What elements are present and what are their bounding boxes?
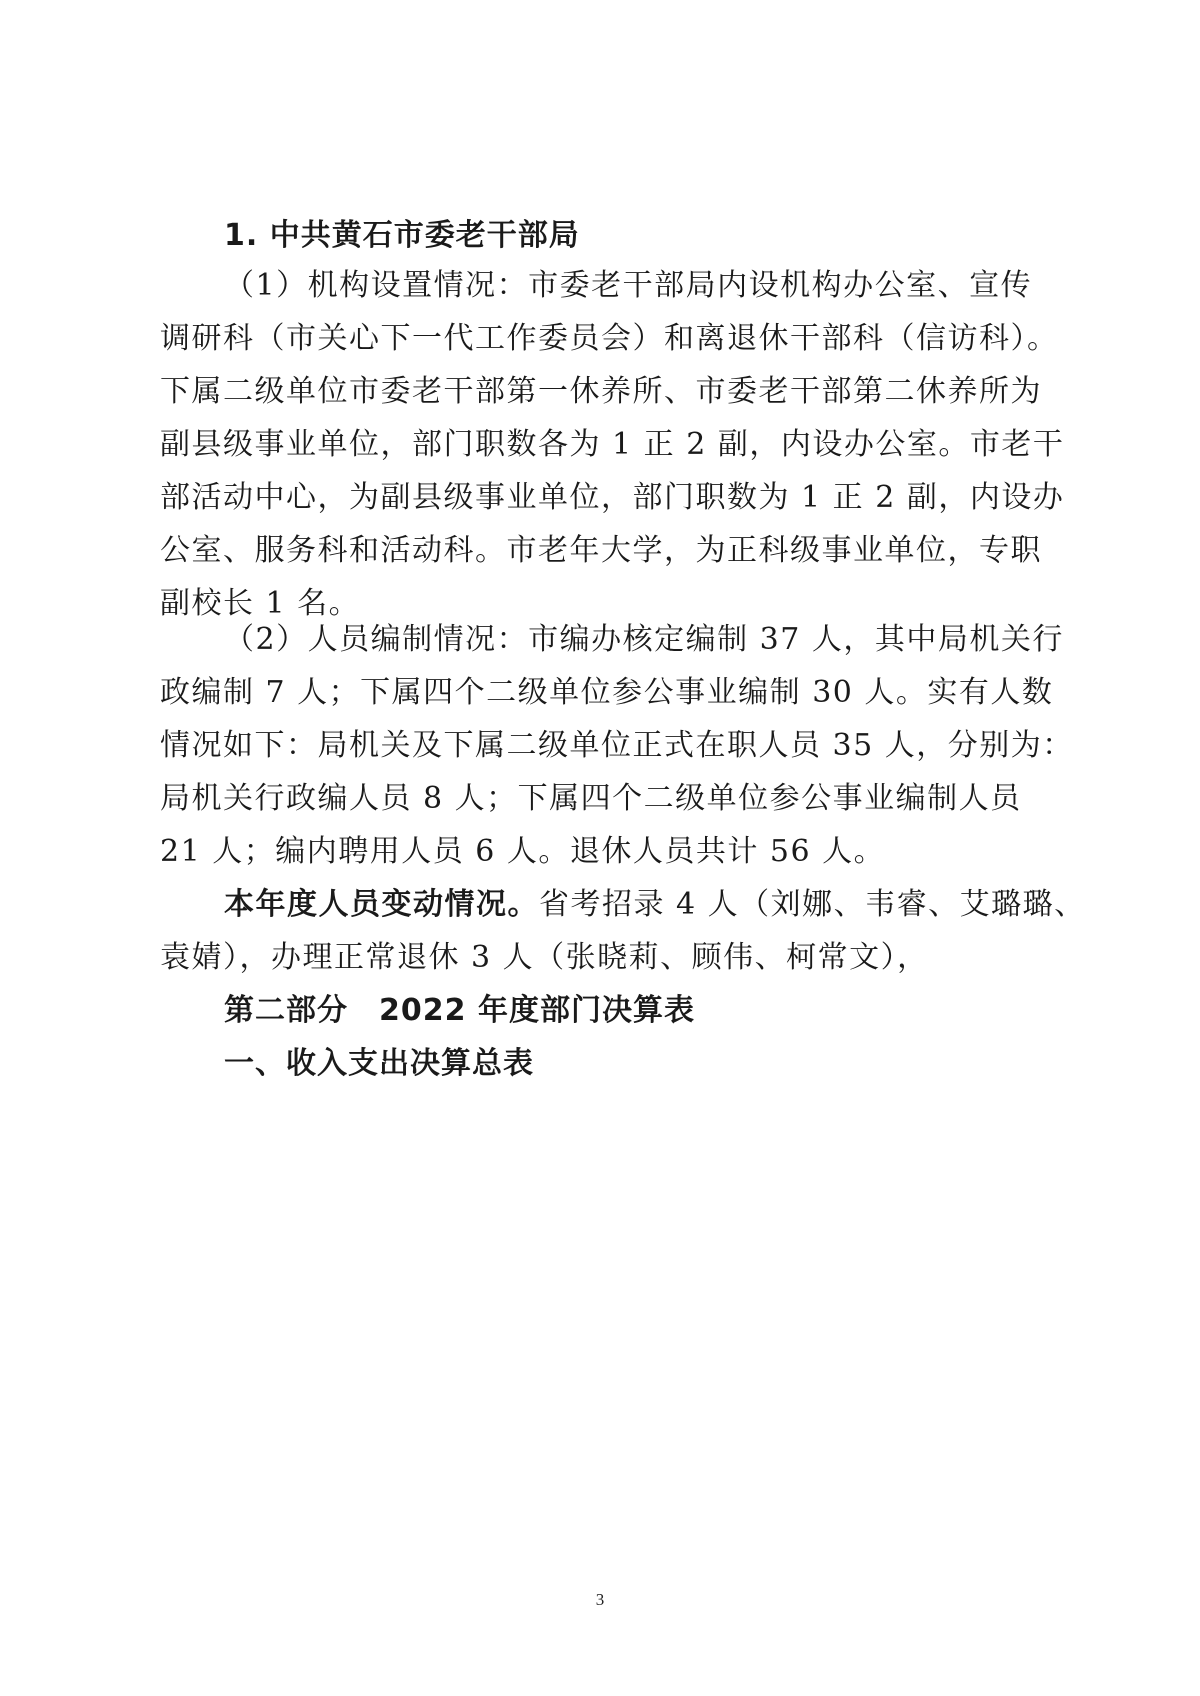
paragraph-line: 副县级事业单位，部门职数各为 1 正 2 副，内设办公室。市老干 xyxy=(160,427,1065,462)
paragraph-line: 政编制 7 人；下属四个二级单位参公事业编制 30 人。实有人数 xyxy=(160,675,1054,710)
paragraph-line: 调研科（市关心下一代工作委员会）和离退休干部科（信访科）。 xyxy=(160,321,1059,356)
sub-heading: 一、收入支出决算总表 xyxy=(224,1046,534,1081)
paragraph-line: 袁婧），办理正常退休 3 人（张晓莉、顾伟、柯常文）， xyxy=(160,940,929,975)
paragraph-line xyxy=(224,887,1086,923)
paragraph-line: 公室、服务科和活动科。市老年大学，为正科级事业单位，专职 xyxy=(160,533,1042,568)
page-number: 3 xyxy=(595,1590,605,1609)
part-heading: 第二部分 2022 年度部门决算表 xyxy=(224,993,695,1028)
paragraph-line: （2）人员编制情况：市编办核定编制 37 人，其中局机关行 xyxy=(224,622,1064,657)
paragraph-line: 情况如下：局机关及下属二级单位正式在职人员 35 人，分别为： xyxy=(160,728,1074,763)
paragraph-line: 下属二级单位市委老干部第一休养所、市委老干部第二休养所为 xyxy=(160,374,1042,409)
paragraph-text: 省考招录 4 人（刘娜、韦睿、艾璐璐、 xyxy=(539,887,1086,922)
paragraph-line: 副校长 1 名。 xyxy=(160,586,361,621)
paragraph-line: 21 人；编内聘用人员 6 人。退休人员共计 56 人。 xyxy=(160,834,886,869)
paragraph-line: 局机关行政编人员 8 人；下属四个二级单位参公事业编制人员 xyxy=(160,781,1022,816)
bold-lead-text: 本年度人员变动情况。 xyxy=(224,887,539,922)
paragraph-line: （1）机构设置情况：市委老干部局内设机构办公室、宣传 xyxy=(224,268,1033,303)
paragraph-line: 部活动中心，为副县级事业单位，部门职数为 1 正 2 副，内设办 xyxy=(160,480,1065,515)
section-title: 1. 中共黄石市委老干部局 xyxy=(224,218,580,253)
